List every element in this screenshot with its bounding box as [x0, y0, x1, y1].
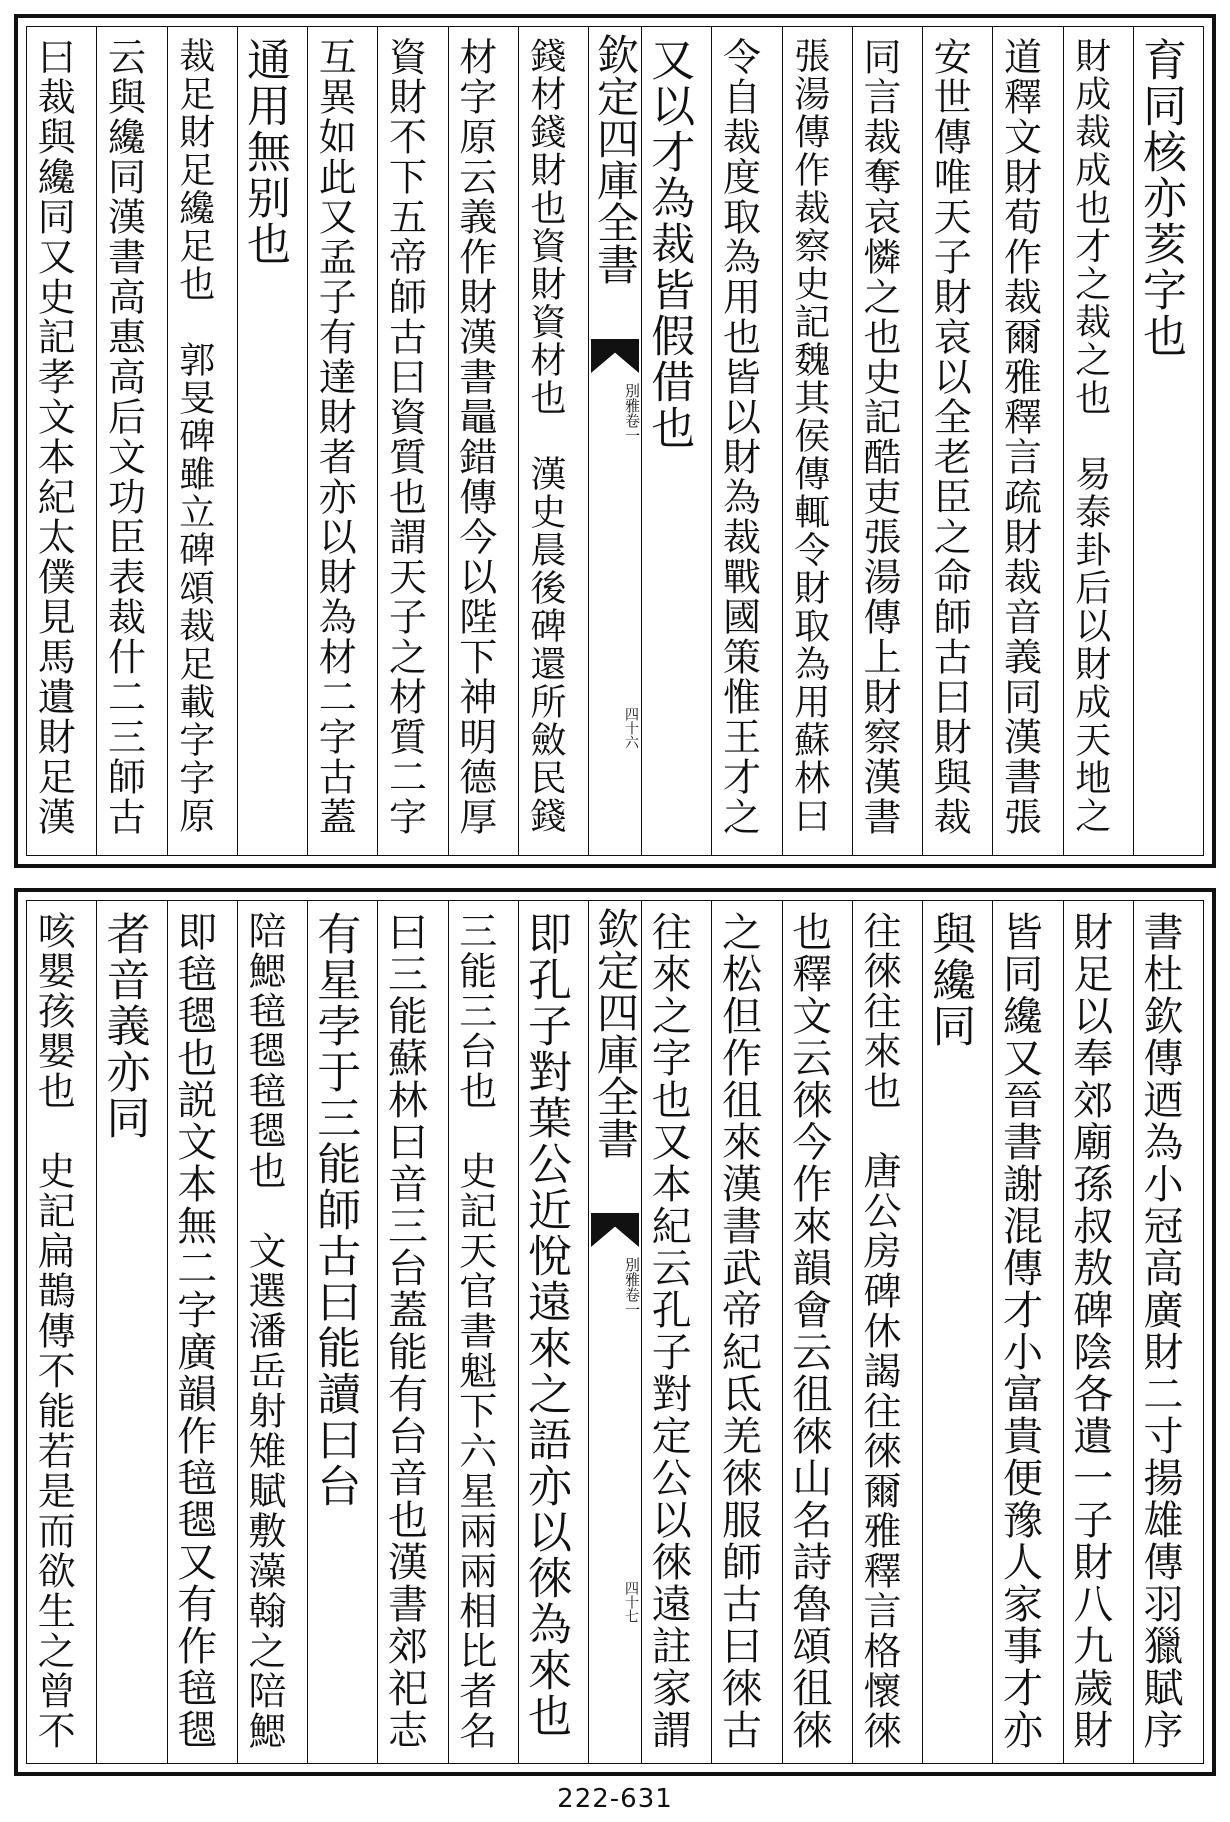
text-column	[1133, 27, 1203, 855]
column-text: 互異如此又孟子有達財者亦以財為材二字古蓋	[312, 37, 357, 837]
bottom-page	[14, 888, 1216, 1776]
volume-label: 卷一	[623, 413, 641, 443]
page-number: 四十六	[623, 707, 639, 749]
page-footer-number: 222-631	[557, 1784, 673, 1814]
book-meta	[589, 383, 641, 443]
text-column	[237, 901, 307, 1763]
volume-label: 卷一	[623, 1287, 641, 1317]
fishtail-mark-icon	[591, 1213, 639, 1247]
text-column	[307, 27, 377, 855]
text-column	[1063, 27, 1133, 855]
column-text: 三能三台也 史記天官書魁下六星兩兩相比者名	[452, 911, 497, 1751]
page-number: 四十七	[623, 1581, 639, 1623]
top-page-frame	[26, 26, 1204, 856]
column-text: 者音義亦同	[98, 911, 150, 1141]
text-column	[377, 27, 447, 855]
column-text: 材字原云義作財漢書鼂錯傳今以陛下神明德厚	[452, 37, 497, 837]
column-text: 之松但作徂來漢書武帝紀氐羌徠服師古曰徠古	[715, 911, 762, 1751]
column-text: 即毰毸也説文本無二字廣韻作毰毸又有作毰毸	[170, 911, 217, 1751]
column-text: 通用無别也	[239, 37, 290, 267]
text-column	[711, 27, 781, 855]
text-column	[852, 901, 922, 1763]
text-column	[992, 27, 1062, 855]
column-text: 與纔同	[924, 911, 976, 1049]
column-text: 皆同纔又晉書謝混傳才小富貴便豫人家事才亦	[996, 911, 1043, 1751]
text-column	[518, 901, 588, 1763]
fishtail-mark-icon	[591, 339, 639, 373]
text-column	[27, 27, 96, 855]
column-text: 陪鰓毰毸毰毸也 文選潘岳射雉賦敷藻翰之陪鰓	[242, 911, 286, 1751]
column-text: 令自裁度取為用也皆以財為裁戰國策惟王才之	[716, 37, 761, 837]
column-text: 往徠往來也 唐公房碑休謁往徠爾雅釋言格懷徠	[857, 911, 901, 1751]
column-text: 張湯傳作裁察史記魏其侯傳輒令財取為用蘇林曰	[788, 37, 830, 835]
bottom-page-frame	[26, 900, 1204, 1764]
running-title: 欽定四庫全書	[591, 907, 640, 1159]
column-text: 云與纔同漢書高惠高后文功臣表裁什二三師古	[101, 37, 146, 837]
column-text: 資財不下五帝師古曰資質也謂天子之材質二字	[382, 37, 427, 837]
text-column	[167, 27, 237, 855]
column-text: 安世傳唯天子財哀以全老臣之命師古曰財與裁	[927, 37, 972, 837]
column-text: 裁足財足纔足也 郭旻碑雖立碑頌裁足載字字原	[173, 37, 215, 835]
text-column	[1063, 901, 1133, 1763]
column-text: 又以才為裁皆假借也	[643, 37, 695, 451]
book-name: 別雅	[623, 1257, 641, 1287]
column-text: 曰裁與纔同又史記孝文本紀太僕見馬遺財足漢	[31, 37, 76, 837]
column-text: 道釋文財荀作裁爾雅釋言疏財裁音義同漢書張	[997, 37, 1042, 837]
running-title: 欽定四庫全書	[591, 33, 640, 285]
center-column	[588, 901, 641, 1763]
text-column	[641, 27, 711, 855]
text-column	[518, 27, 588, 855]
text-column	[922, 27, 992, 855]
text-column	[448, 27, 518, 855]
book-name: 別雅	[623, 383, 641, 413]
center-column	[588, 27, 641, 855]
book-meta	[589, 1257, 641, 1317]
top-page	[14, 14, 1216, 868]
column-text: 往來之字也又本紀云孔子對定公以徠遠註家謂	[645, 911, 692, 1751]
column-text: 曰三能蘇林曰音三台蓋能有台音也漢書郊祀志	[381, 911, 428, 1751]
column-text: 有星孛于三能師古曰能讀曰台	[309, 911, 361, 1509]
text-column	[1133, 901, 1203, 1763]
text-column	[641, 901, 711, 1763]
column-text: 財足以奉郊廟孫叔敖碑陰各遺一子財八九歲財	[1066, 911, 1113, 1751]
column-text: 財成裁成也才之裁之也 易泰卦后以財成天地之	[1069, 37, 1111, 835]
text-column	[96, 901, 166, 1763]
text-column	[711, 901, 781, 1763]
text-column	[96, 27, 166, 855]
column-text: 咳嬰孩嬰也 史記扁鵲傳不能若是而欲生之曾不	[31, 911, 76, 1751]
text-column	[237, 27, 307, 855]
column-text: 錢材錢財也資財資材也 漢史晨後碑還所斂民錢	[525, 37, 566, 835]
text-column	[448, 901, 518, 1763]
column-text: 同言裁奪哀憐之也史記酷吏張湯傳上財察漢書	[857, 37, 901, 837]
text-column	[27, 901, 96, 1763]
text-column	[377, 901, 447, 1763]
text-column	[922, 901, 992, 1763]
text-column	[782, 901, 852, 1763]
text-column	[307, 901, 377, 1763]
column-text: 也釋文云徠今作來韻會云徂徠山名詩魯頌徂徠	[785, 911, 832, 1751]
text-column	[782, 27, 852, 855]
column-text: 即孔子對葉公近悅遠來之語亦以徠為來也	[520, 911, 571, 1739]
text-column	[852, 27, 922, 855]
text-column	[992, 901, 1062, 1763]
column-text: 育同核亦荄字也	[1135, 37, 1186, 359]
text-column	[167, 901, 237, 1763]
column-text: 書杜欽傳迺為小冠高廣財二寸揚雄傳羽獵賦序	[1137, 911, 1183, 1751]
